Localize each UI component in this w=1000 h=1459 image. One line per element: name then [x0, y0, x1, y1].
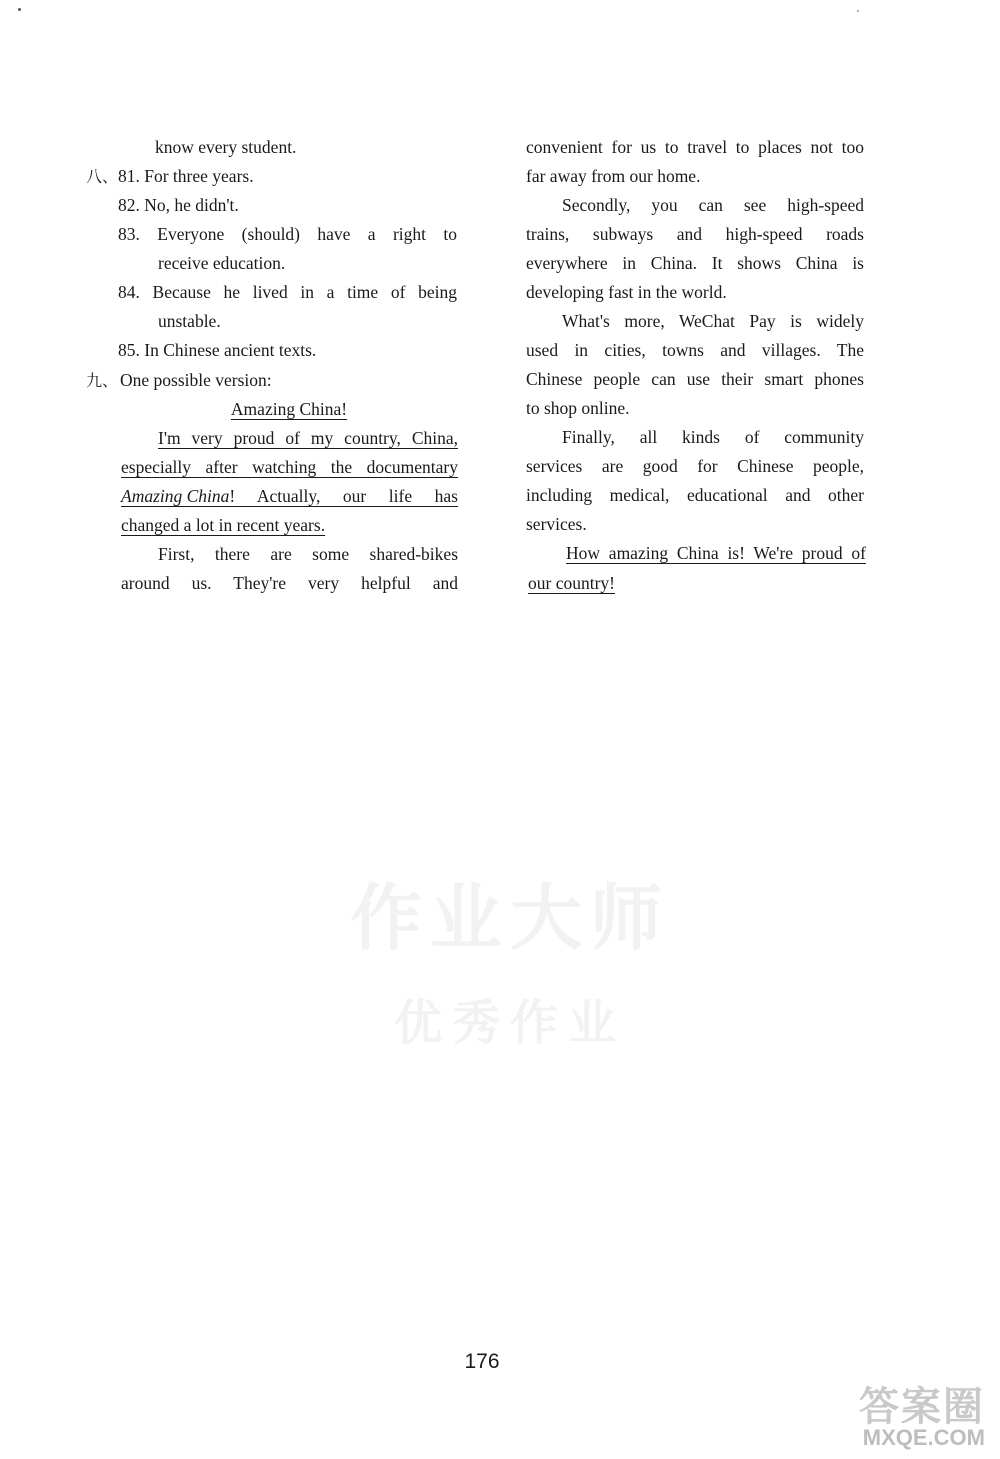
documentary-title: Amazing China — [121, 486, 230, 506]
essay-line: everywhere in China. It shows China is — [526, 253, 864, 273]
essay-line: developing fast in the world. — [526, 282, 727, 302]
essay-line: used in cities, towns and villages. The — [526, 340, 864, 360]
essay-p1-line1: I'm very proud of my country, China, — [158, 428, 458, 448]
section-marker-8: 八、 — [86, 167, 119, 186]
essay-p2-line2: around us. They're very helpful and — [121, 573, 458, 593]
essay-line: including medical, educational and other — [526, 485, 864, 505]
essay-conclusion-line2: our country! — [528, 573, 615, 593]
answer-84-line1: 84. Because he lived in a time of being — [118, 282, 457, 302]
essay-p1-line3-rest: ! Actually, our life has — [229, 486, 458, 506]
watermark — [300, 860, 720, 1100]
watermark-line2: 优秀作业 — [393, 995, 626, 1051]
essay-p1-line2: especially after watching the documentary — [121, 457, 458, 477]
essay-line: services are good for Chinese people, — [526, 456, 864, 476]
essay-line: to shop online. — [526, 398, 630, 418]
answer-82: 82. No, he didn't. — [118, 195, 239, 215]
essay-line: trains, subways and high-speed roads — [526, 224, 864, 244]
answer-83-line2: receive education. — [158, 253, 286, 273]
essay-line: What's more, WeChat Pay is widely — [562, 311, 864, 331]
section-9-label: One possible version: — [120, 370, 272, 390]
answer-83-line1: 83. Everyone (should) have a right to — [118, 224, 457, 244]
site-logo — [815, 1375, 995, 1455]
answer-line: know every student. — [155, 137, 297, 157]
answer-84-line2: unstable. — [158, 311, 221, 331]
essay-title: Amazing China! — [230, 399, 348, 419]
essay-p1-line4: changed a lot in recent years. — [121, 515, 326, 535]
section-marker-9: 九、 — [86, 371, 119, 390]
scan-dot — [857, 10, 859, 12]
essay-line: Chinese people can use their smart phones — [526, 369, 864, 389]
essay-line: far away from our home. — [526, 166, 701, 186]
essay-p2-line1: First, there are some shared-bikes — [158, 544, 458, 564]
essay-line: services. — [526, 514, 587, 534]
page-number: 176 — [464, 1350, 500, 1373]
scan-dot — [18, 8, 21, 11]
watermark-line1: 作业大师 — [349, 876, 670, 960]
essay-p1-line3 — [121, 484, 458, 508]
answer-85: 85. In Chinese ancient texts. — [118, 340, 317, 360]
essay-conclusion-line1: How amazing China is! We're proud of — [566, 543, 866, 563]
answer-81: 81. For three years. — [118, 166, 254, 186]
essay-line: convenient for us to travel to places not too — [526, 137, 864, 157]
logo-text-bottom: MXQE.COM — [862, 1425, 985, 1450]
essay-line: Finally, all kinds of community — [562, 427, 864, 447]
essay-line: Secondly, you can see high-speed — [562, 195, 864, 215]
logo-text-top: 答案圈 — [859, 1384, 985, 1430]
